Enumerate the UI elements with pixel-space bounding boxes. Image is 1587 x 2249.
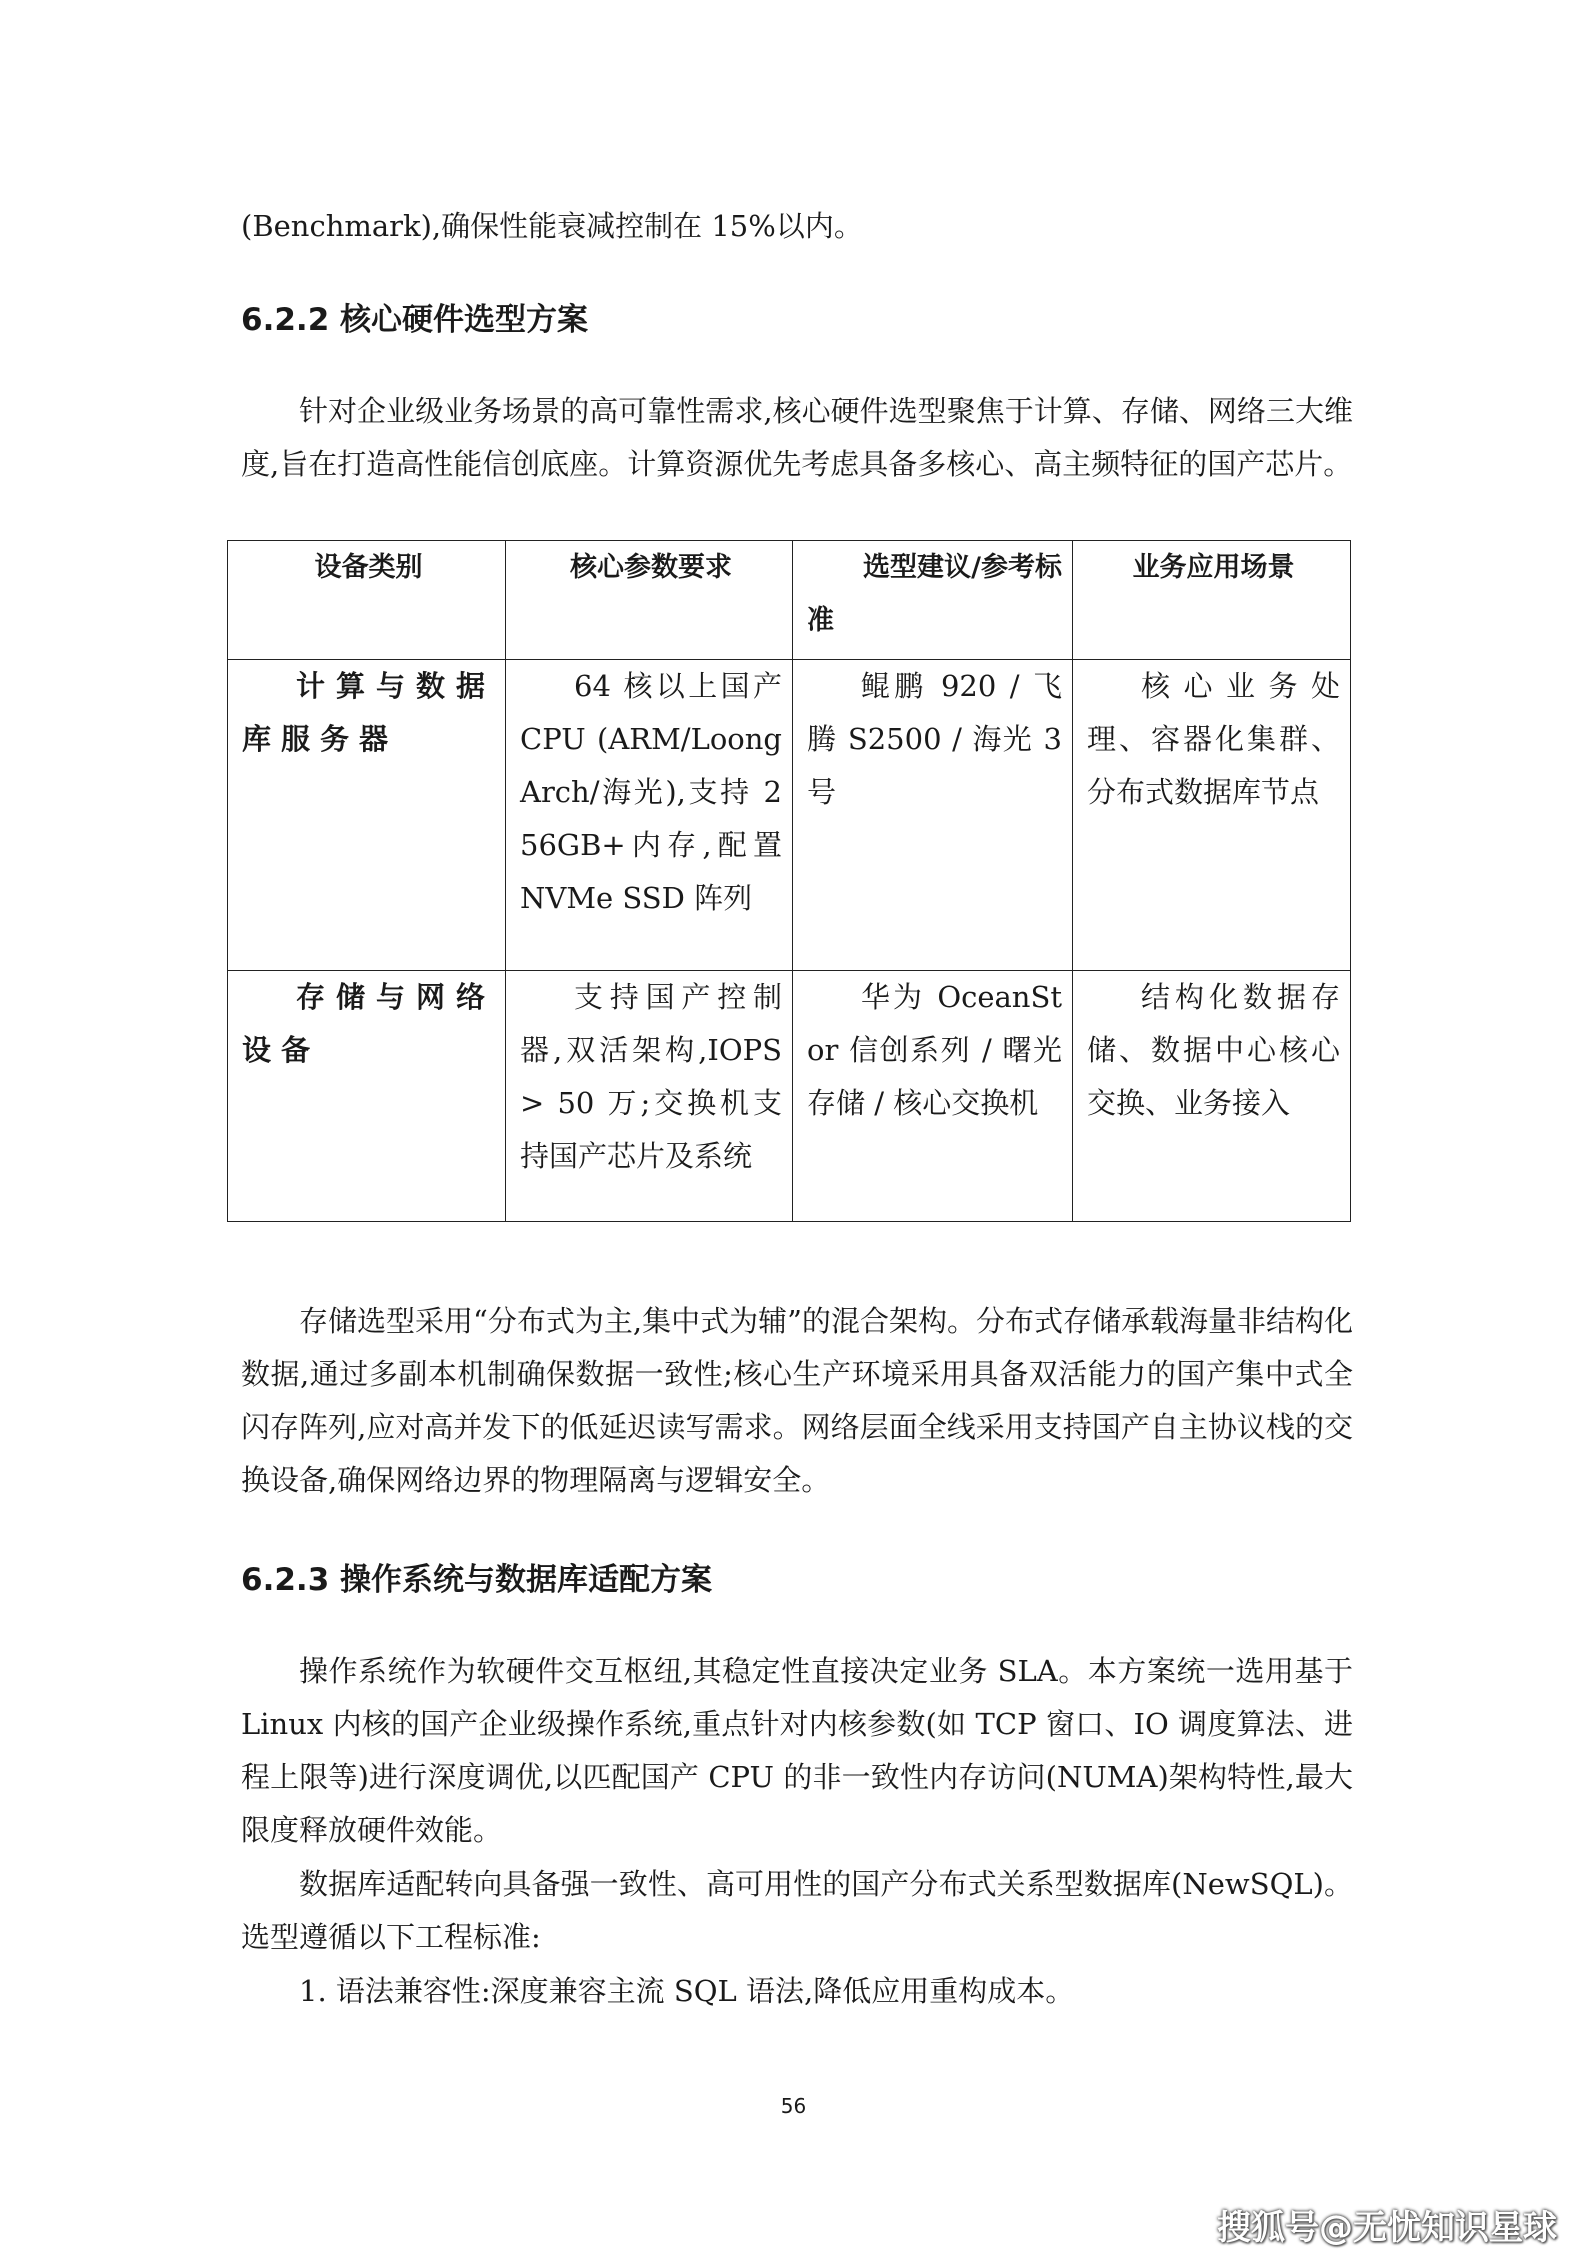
cell-scenario: 核心业务处理、容器化集群、分布式数据库节点 [1073,660,1351,971]
table-row [228,660,1351,971]
hardware-selection-table [227,540,1351,1222]
list-item: 1. 语法兼容性:深度兼容主流 SQL 语法,降低应用重构成本。 [299,1974,1075,2008]
paragraph-os-adaptation: 操作系统作为软硬件交互枢纽,其稳定性直接决定业务 SLA。本方案统一选用基于 Linux 内核的国产企业级操作系统,重点针对内核参数(如 TCP 窗口、IO 调度算法、进程上限等)进行深度调优,以匹配国产 CPU 的非一致性内存访问(NUMA)架构特性,最大限度释放硬件效能。 [241,1654,1353,1847]
section-heading-6-2-2: 6.2.2 核心硬件选型方案 [241,302,589,338]
paragraph-benchmark: (Benchmark),确保性能衰减控制在 15%以内。 [241,209,863,243]
table-row [228,971,1351,1222]
cell-scenario: 结构化数据存储、数据中心核心交换、业务接入 [1073,971,1351,1222]
page-number: 56 [780,2094,807,2118]
cell-params: 64 核以上国产 CPU (ARM/LoongArch/海光),支持 256GB+内存,配置 NVMe SSD 阵列 [506,660,793,971]
paragraph-database-adaptation: 数据库适配转向具备强一致性、高可用性的国产分布式关系型数据库(NewSQL)。选型遵循以下工程标准: [241,1867,1353,1954]
header-selection-suggestion: 选型建议/参考标准 [793,541,1073,660]
header-core-params: 核心参数要求 [506,541,793,660]
cell-params: 支持国产控制器,双活架构,IOPS > 50 万;交换机支持国产芯片及系统 [506,971,793,1222]
cell-suggestion: 鲲鹏 920 / 飞腾 S2500 / 海光 3 号 [793,660,1073,971]
header-business-scenario: 业务应用场景 [1073,541,1351,660]
paragraph-hardware-intro: 针对企业级业务场景的高可靠性需求,核心硬件选型聚焦于计算、存储、网络三大维度,旨在打造高性能信创底座。计算资源优先考虑具备多核心、高主频特征的国产芯片。 [241,394,1353,481]
watermark: 搜狐号@无忧知识星球 [1217,2208,1557,2248]
section-heading-6-2-3: 6.2.3 操作系统与数据库适配方案 [241,1562,713,1598]
cell-category: 计算与数据库服务器 [228,660,506,971]
cell-suggestion: 华为 OceanStor 信创系列 / 曙光存储 / 核心交换机 [793,971,1073,1222]
header-device-category: 设备类别 [228,541,506,660]
table-header-row [228,541,1351,660]
cell-category: 存储与网络设备 [228,971,506,1222]
paragraph-storage-network: 存储选型采用“分布式为主,集中式为辅”的混合架构。分布式存储承载海量非结构化数据,通过多副本机制确保数据一致性;核心生产环境采用具备双活能力的国产集中式全闪存阵列,应对高并发下的低延迟读写需求。网络层面全线采用支持国产自主协议栈的交换设备,确保网络边界的物理隔离与逻辑安全。 [241,1304,1353,1497]
